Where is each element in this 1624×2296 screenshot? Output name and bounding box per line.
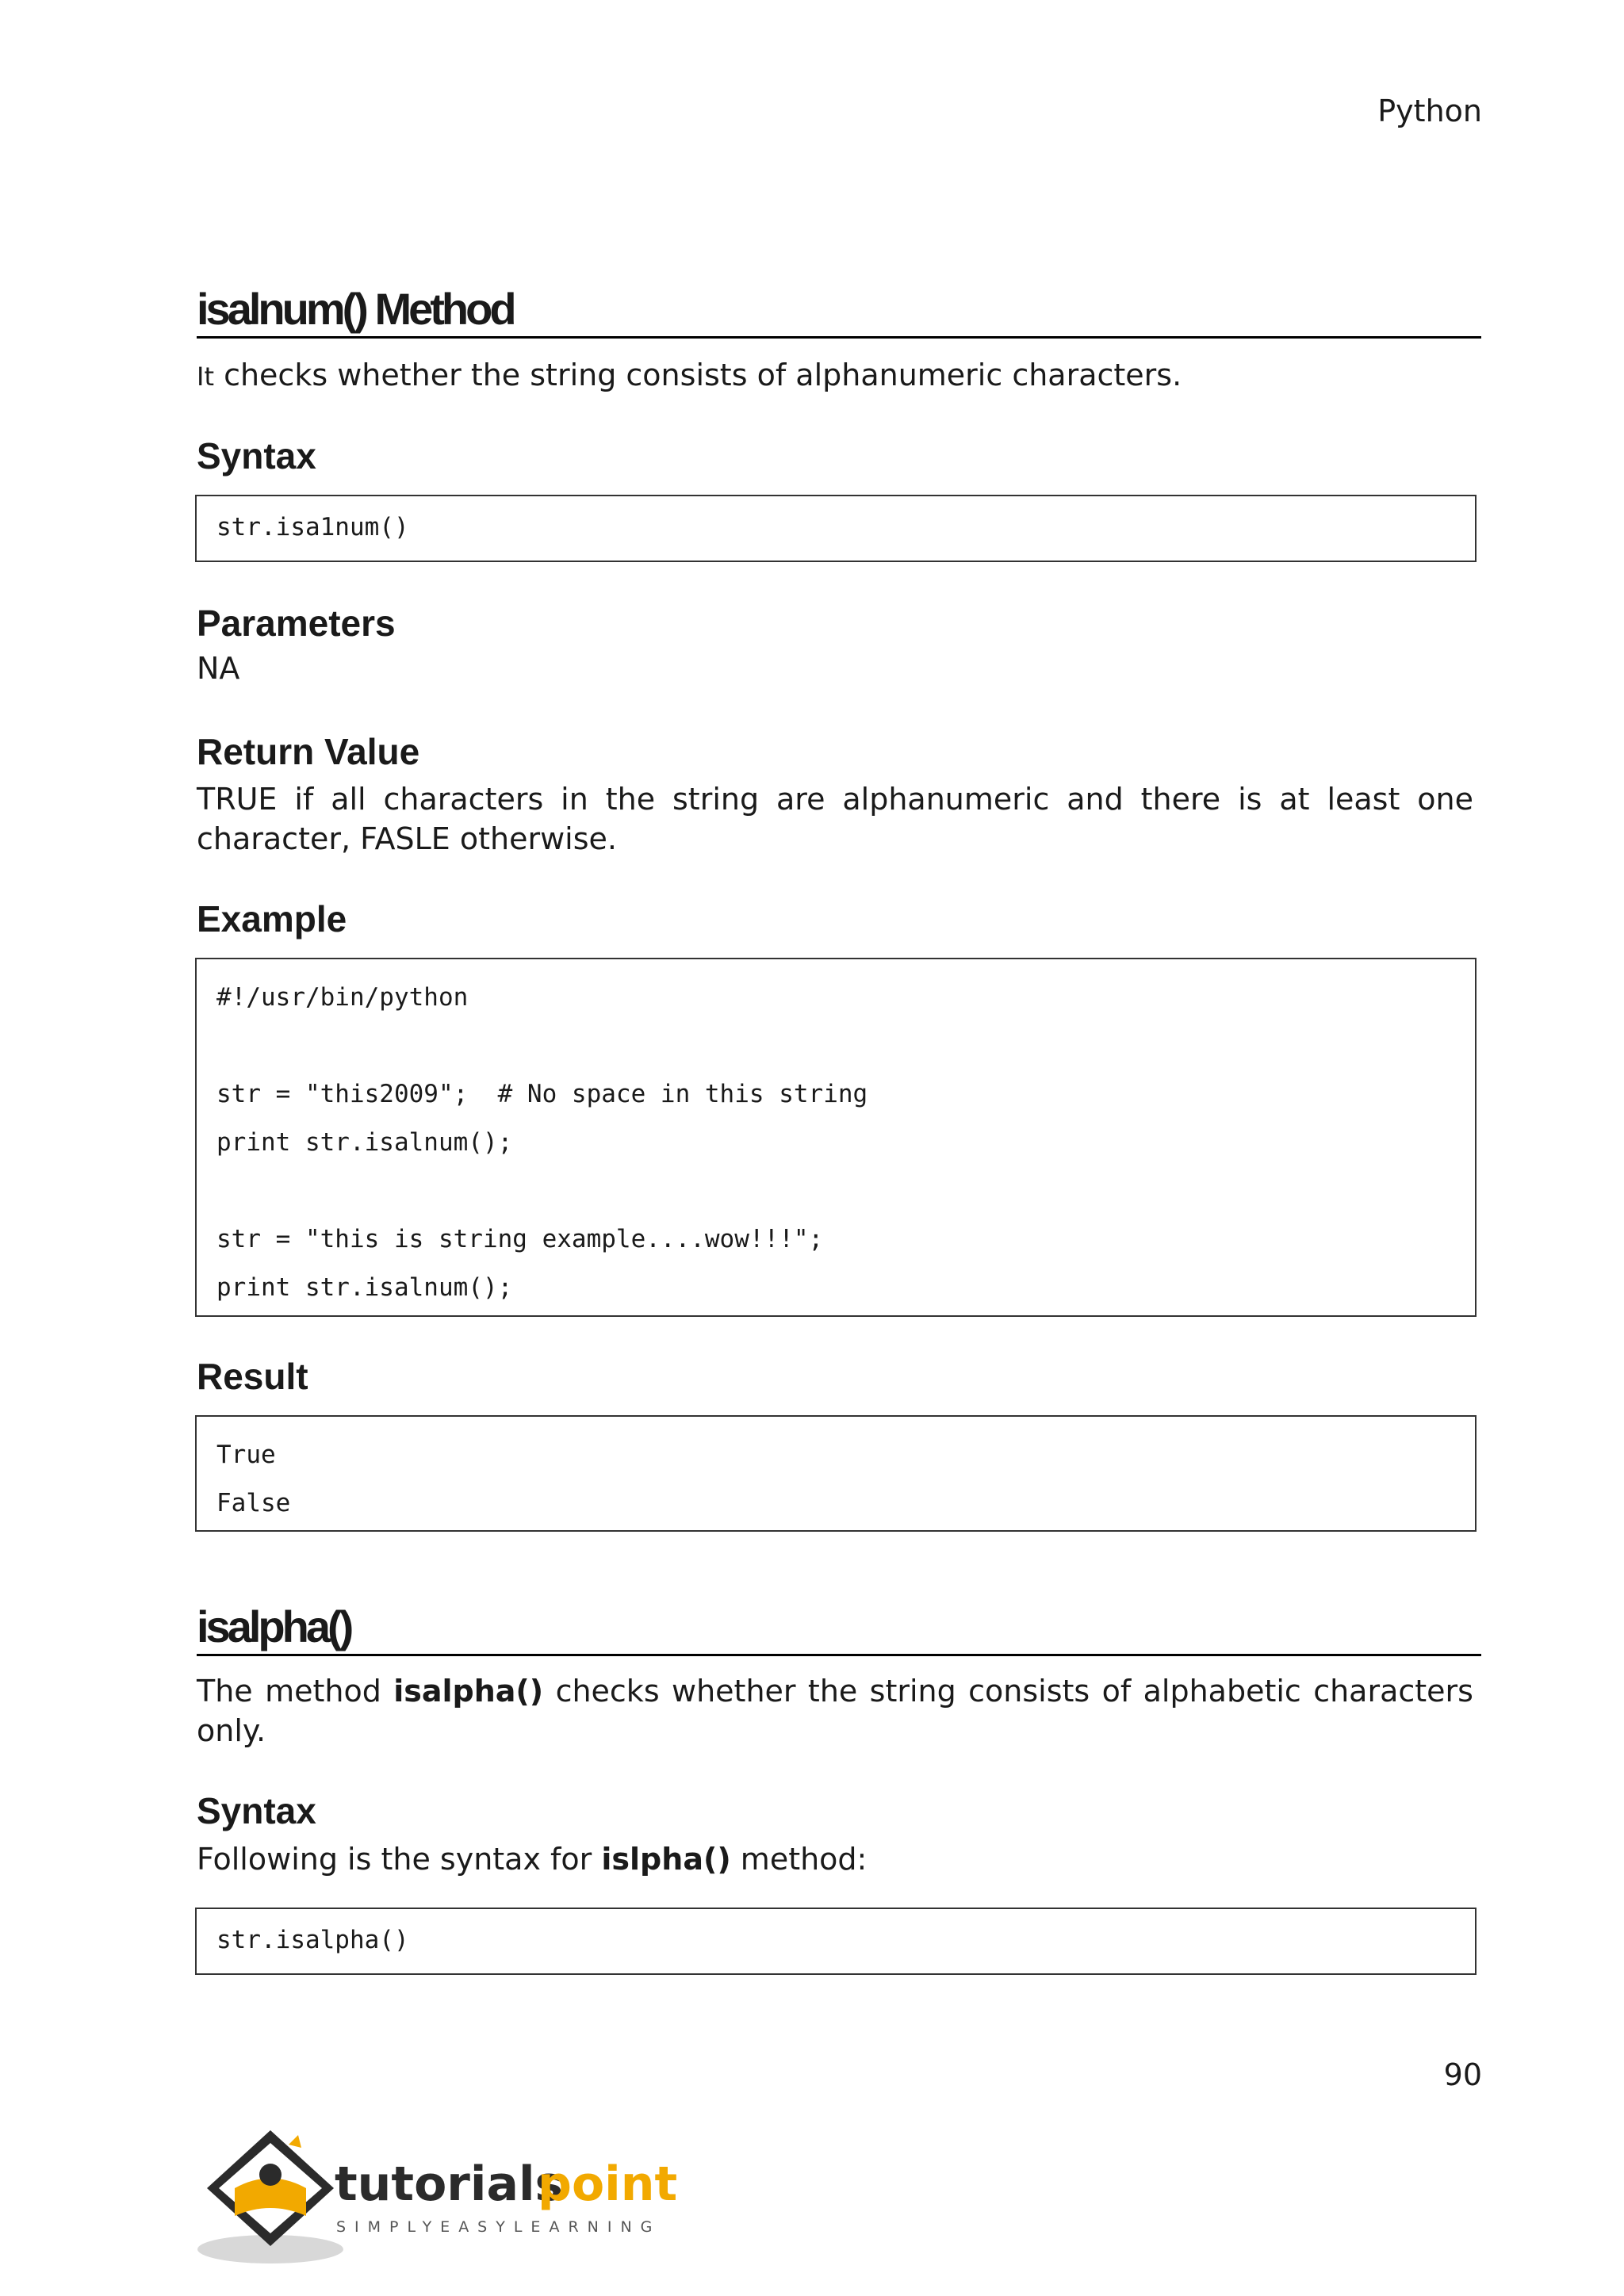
description-text: checks whether the string consists of alphanumeric characters. [224,358,1182,392]
section-heading-isalpha: isalpha() [197,1605,1481,1656]
code-line: str.isa1num() [216,513,409,541]
result-heading: Result [197,1356,308,1397]
result-code-box [195,1415,1477,1532]
tutorialspoint-logo [195,2113,687,2271]
code-line [216,1022,1455,1070]
code-line: str = "this2009"; # No space in this string [216,1080,868,1108]
description-prefix: It [197,362,214,392]
isalpha-syntax-code-box [195,1908,1477,1975]
desc-before: The method [197,1674,381,1709]
page-number: 90 [1443,2057,1482,2092]
syntax-code-box [195,495,1477,562]
desc-bold: isalpha() [393,1674,544,1709]
running-header: Python [1377,94,1482,128]
code-line: False [216,1489,291,1517]
code-line: print str.isalnum(); [216,1128,513,1157]
return-value-text: TRUE if all characters in the string are alphanumeric and there is at least one character, FASLE otherwise. [197,782,1473,856]
section-heading-isalnum: isalnum() Method [197,287,1481,339]
syntax-heading: Syntax [197,435,316,476]
example-code-box [195,958,1477,1317]
code-line [216,1167,1455,1215]
example-heading: Example [197,898,347,939]
code-line: True [216,1441,276,1469]
isalpha-syntax-intro [197,1839,1473,1879]
code-line: str.isalpha() [216,1926,409,1954]
code-line: print str.isalnum(); [216,1273,513,1302]
parameters-text: NA [197,651,240,686]
syntax-after: method: [740,1842,868,1877]
parameters-heading: Parameters [197,603,396,644]
logo-text-tutorials: tutorials [335,2156,564,2212]
logo-emblem-icon [195,2113,687,2271]
desc-after: checks whether the string consists of alphabetic characters only. [197,1674,1473,1748]
logo-tagline: SIMPLYEASYLEARNING [336,2218,661,2236]
syntax-before: Following is the syntax for [197,1842,592,1877]
return-value-heading: Return Value [197,731,420,772]
isalnum-description [197,355,1473,396]
code-line: str = "this is string example....wow!!!"; [216,1225,824,1253]
syntax-bold: islpha() [601,1842,731,1877]
code-line: #!/usr/bin/python [216,983,469,1012]
logo-text-point: point [538,2156,678,2212]
isalpha-description [197,1671,1473,1751]
syntax-heading-2: Syntax [197,1790,316,1831]
